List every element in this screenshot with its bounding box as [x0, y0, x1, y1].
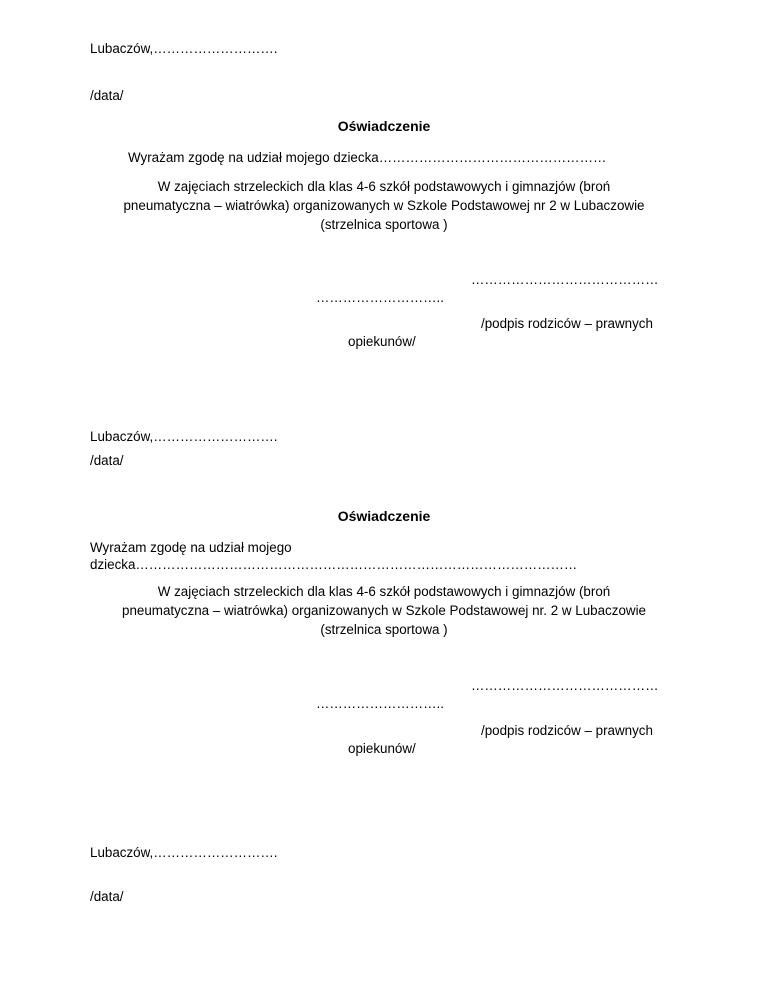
activity-line-3: (strzelnica sportowa )	[320, 217, 448, 232]
consent-line: Wyrażam zgodę na udział mojego dziecka……………………………………………	[128, 150, 607, 165]
signature-label-cont: opiekunów/	[348, 334, 416, 349]
date-label: /data/	[90, 88, 124, 103]
document-title: Oświadczenie	[337, 508, 431, 524]
activity-line-2: pneumatyczna – wiatrówka) organizowanych w Szkole Podstawowej nr. 2 w Lubaczowie	[122, 603, 646, 618]
document-title: Oświadczenie	[337, 118, 431, 134]
consent-line-1: Wyrażam zgodę na udział mojego	[90, 540, 292, 555]
place-date-line: Lubaczów,……………………….	[90, 429, 278, 444]
activity-description	[90, 582, 678, 639]
activity-line-3: (strzelnica sportowa )	[320, 622, 448, 637]
activity-line-1: W zajęciach strzeleckich dla klas 4-6 szkół podstawowych i gimnazjów (broń	[157, 179, 611, 194]
date-label: /data/	[90, 889, 124, 904]
activity-description	[90, 177, 678, 234]
signature-label: /podpis rodziców – prawnych	[481, 316, 653, 331]
activity-line-1: W zajęciach strzeleckich dla klas 4-6 szkół podstawowych i gimnazjów (broń	[157, 584, 611, 599]
signature-label-cont: opiekunów/	[348, 741, 416, 756]
signature-dots-left: ………………………..	[316, 290, 444, 305]
signature-dots-right: ……………………………………	[471, 272, 659, 287]
activity-line-2: pneumatyczna – wiatrówka) organizowanych w Szkole Podstawowej nr 2 w Lubaczowie	[123, 198, 645, 213]
consent-line-2: dziecka………………………………………………………………………………………	[90, 557, 578, 572]
place-date-line: Lubaczów,……………………….	[90, 41, 278, 56]
place-date-line: Lubaczów,……………………….	[90, 845, 278, 860]
date-label: /data/	[90, 453, 124, 468]
signature-dots-right: ……………………………………	[471, 678, 659, 693]
signature-label: /podpis rodziców – prawnych	[481, 723, 653, 738]
signature-dots-left: ………………………..	[316, 696, 444, 711]
